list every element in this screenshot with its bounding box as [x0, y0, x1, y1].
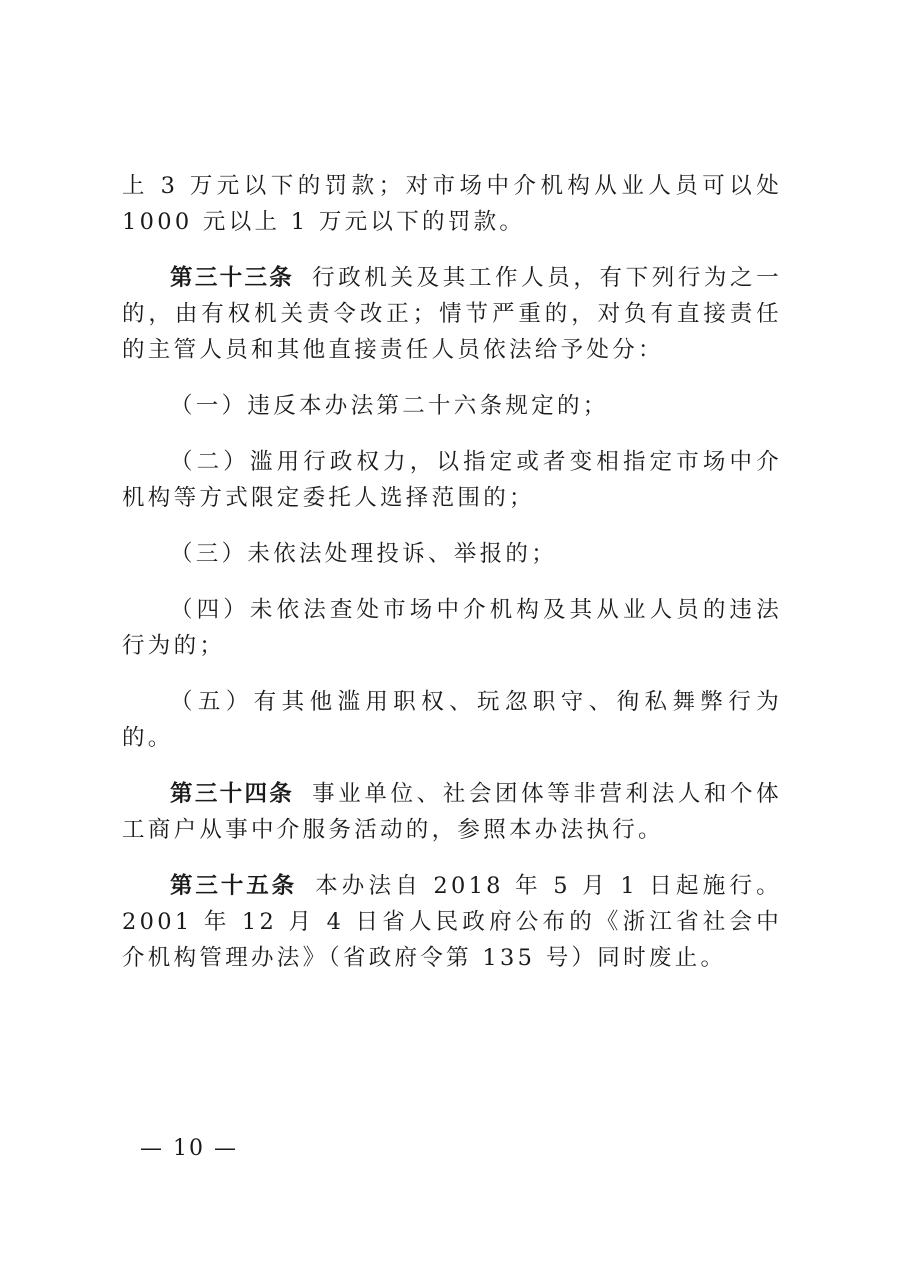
document-body: [122, 168, 782, 996]
list-item-text: （一）违反本办法第二十六条规定的；: [170, 393, 609, 419]
paragraph-continuation: [122, 168, 782, 240]
list-item-1: [122, 388, 782, 424]
article-text: 本办法自 2018 年 5 月 1 日起施行。2001 年 12 月 4 日省人民政府公布的《浙江省社会中介机构管理办法》（省政府令第 135 号）同时废止。: [122, 873, 782, 971]
list-item-text: （四）未依法查处市场中介机构及其从业人员的违法行为的；: [122, 597, 782, 659]
list-item-text: （二）滥用行政权力，以指定或者变相指定市场中介机构等方式限定委托人选择范围的；: [122, 449, 782, 511]
list-item-4: [122, 592, 782, 664]
list-item-text: （五）有其他滥用职权、玩忽职守、徇私舞弊行为的。: [122, 689, 782, 751]
article-label: 第三十五条: [170, 873, 298, 899]
list-item-2: [122, 444, 782, 516]
list-item-5: [122, 684, 782, 756]
paragraph-text: 上 3 万元以下的罚款；对市场中介机构从业人员可以处 1000 元以上 1 万元以下的罚款。: [122, 173, 782, 235]
article-label: 第三十四条: [170, 781, 295, 807]
article-label: 第三十三条: [170, 265, 295, 291]
page-number: — 10 —: [140, 1136, 238, 1161]
list-item-3: [122, 536, 782, 572]
article-35: [122, 868, 782, 976]
article-33: [122, 260, 782, 368]
article-text: 行政机关及其工作人员，有下列行为之一的，由有权机关责令改正；情节严重的，对负有直接责任的主管人员和其他直接责任人员依法给予处分：: [122, 265, 782, 363]
article-34: [122, 776, 782, 848]
list-item-text: （三）未依法处理投诉、举报的；: [170, 541, 558, 567]
article-text: 事业单位、社会团体等非营利法人和个体工商户从事中介服务活动的，参照本办法执行。: [122, 781, 782, 843]
